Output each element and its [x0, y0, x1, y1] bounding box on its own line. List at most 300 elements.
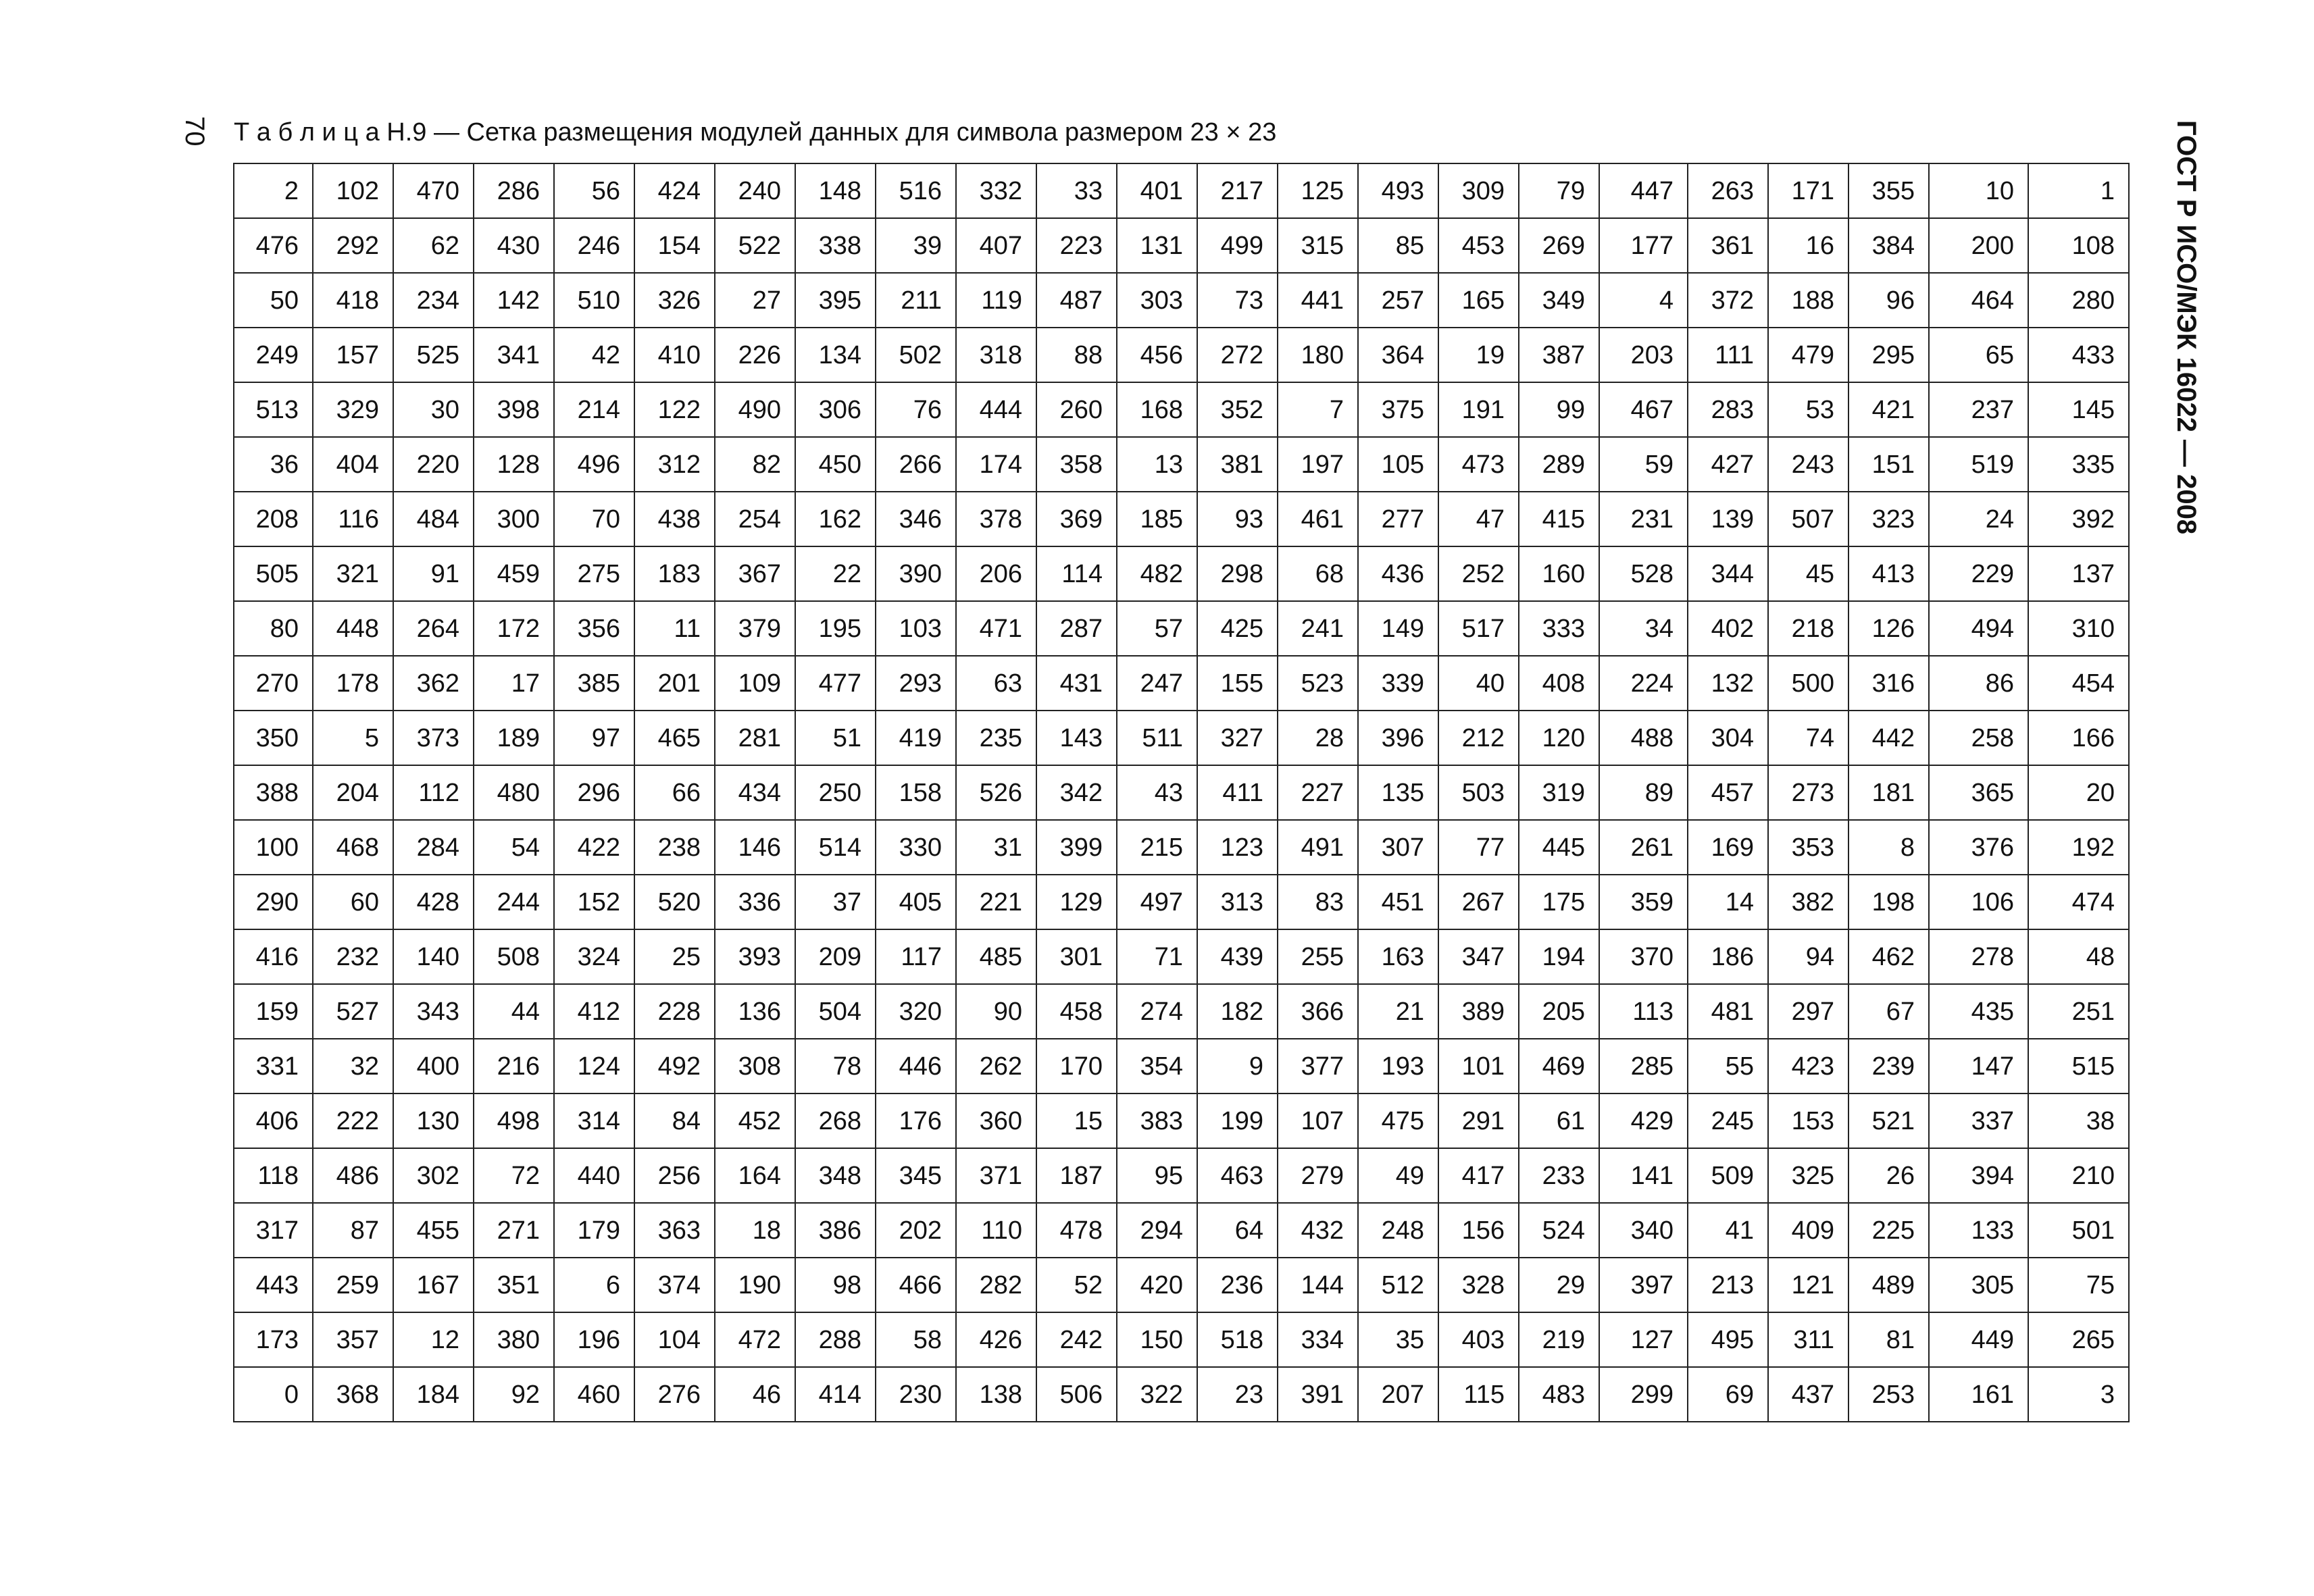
table-cell: 459 [474, 546, 554, 601]
table-cell: 380 [474, 1312, 554, 1367]
table-cell: 408 [1519, 656, 1599, 711]
table-cell: 457 [1688, 765, 1768, 820]
table-cell: 409 [1768, 1203, 1848, 1258]
table-cell: 277 [1358, 492, 1438, 546]
table-cell: 106 [1929, 875, 2028, 929]
table-cell: 80 [234, 601, 313, 656]
table-cell: 86 [1929, 656, 2028, 711]
table-cell: 156 [1438, 1203, 1519, 1258]
table-cell: 369 [1036, 492, 1117, 546]
table-cell: 92 [474, 1367, 554, 1422]
table-cell: 504 [795, 984, 876, 1039]
table-cell: 257 [1358, 273, 1438, 328]
table-cell: 290 [234, 875, 313, 929]
table-cell: 50 [234, 273, 313, 328]
table-cell: 2 [234, 163, 313, 218]
table-cell: 160 [1519, 546, 1599, 601]
table-cell: 261 [1599, 820, 1688, 875]
table-cell: 109 [715, 656, 795, 711]
table-cell: 59 [1599, 437, 1688, 492]
table-cell: 135 [1358, 765, 1438, 820]
table-cell: 315 [1278, 218, 1358, 273]
table-cell: 413 [1848, 546, 1929, 601]
table-cell: 202 [876, 1203, 956, 1258]
table-cell: 499 [1197, 218, 1278, 273]
table-cell: 151 [1848, 437, 1929, 492]
table-cell: 46 [715, 1367, 795, 1422]
table-cell: 318 [956, 328, 1036, 382]
table-cell: 40 [1438, 656, 1519, 711]
table-cell: 292 [313, 218, 393, 273]
table-cell: 316 [1848, 656, 1929, 711]
table-cell: 321 [313, 546, 393, 601]
table-cell: 470 [393, 163, 474, 218]
table-cell: 65 [1929, 328, 2028, 382]
table-cell: 221 [956, 875, 1036, 929]
table-cell: 87 [313, 1203, 393, 1258]
table-cell: 43 [1117, 765, 1197, 820]
table-cell: 310 [2028, 601, 2129, 656]
table-cell: 319 [1519, 765, 1599, 820]
table-cell: 120 [1519, 711, 1599, 765]
table-cell: 346 [876, 492, 956, 546]
table-cell: 373 [393, 711, 474, 765]
table-cell: 131 [1117, 218, 1197, 273]
table-cell: 30 [393, 382, 474, 437]
table-cell: 123 [1197, 820, 1278, 875]
table-cell: 363 [634, 1203, 715, 1258]
table-cell: 252 [1438, 546, 1519, 601]
table-cell: 14 [1688, 875, 1768, 929]
table-cell: 244 [474, 875, 554, 929]
table-cell: 266 [876, 437, 956, 492]
table-cell: 200 [1929, 218, 2028, 273]
table-cell: 48 [2028, 929, 2129, 984]
table-row [234, 1312, 2129, 1367]
table-cell: 431 [1036, 656, 1117, 711]
table-cell: 525 [393, 328, 474, 382]
table-cell: 206 [956, 546, 1036, 601]
table-cell: 296 [554, 765, 634, 820]
table-cell: 211 [876, 273, 956, 328]
table-cell: 163 [1358, 929, 1438, 984]
table-cell: 362 [393, 656, 474, 711]
table-cell: 406 [234, 1093, 313, 1148]
table-cell: 236 [1197, 1258, 1278, 1312]
table-cell: 189 [474, 711, 554, 765]
table-cell: 272 [1197, 328, 1278, 382]
table-cell: 352 [1197, 382, 1278, 437]
table-cell: 426 [956, 1312, 1036, 1367]
table-cell: 501 [2028, 1203, 2129, 1258]
table-cell: 185 [1117, 492, 1197, 546]
table-cell: 111 [1688, 328, 1768, 382]
table-cell: 508 [474, 929, 554, 984]
table-cell: 403 [1438, 1312, 1519, 1367]
table-cell: 71 [1117, 929, 1197, 984]
table-cell: 201 [634, 656, 715, 711]
table-cell: 173 [234, 1312, 313, 1367]
table-cell: 226 [715, 328, 795, 382]
table-cell: 81 [1848, 1312, 1929, 1367]
table-cell: 520 [634, 875, 715, 929]
table-cell: 233 [1519, 1148, 1599, 1203]
table-cell: 188 [1768, 273, 1848, 328]
table-cell: 215 [1117, 820, 1197, 875]
table-cell: 79 [1519, 163, 1599, 218]
table-cell: 305 [1929, 1258, 2028, 1312]
table-cell: 4 [1599, 273, 1688, 328]
table-cell: 440 [554, 1148, 634, 1203]
table-cell: 506 [1036, 1367, 1117, 1422]
table-cell: 429 [1599, 1093, 1688, 1148]
table-cell: 405 [876, 875, 956, 929]
table-caption: Т а б л и ц а Н.9 — Сетка размещения модулей данных для символа размером 23 × 23 [234, 118, 1277, 147]
table-cell: 391 [1278, 1367, 1358, 1422]
table-cell: 219 [1519, 1312, 1599, 1367]
table-cell: 251 [2028, 984, 2129, 1039]
table-cell: 104 [634, 1312, 715, 1367]
table-cell: 368 [313, 1367, 393, 1422]
table-cell: 397 [1599, 1258, 1688, 1312]
table-cell: 302 [393, 1148, 474, 1203]
table-cell: 473 [1438, 437, 1519, 492]
table-cell: 474 [2028, 875, 2129, 929]
table-cell: 285 [1599, 1039, 1688, 1093]
table-cell: 69 [1688, 1367, 1768, 1422]
table-cell: 490 [715, 382, 795, 437]
table-cell: 197 [1278, 437, 1358, 492]
table-cell: 424 [634, 163, 715, 218]
table-cell: 293 [876, 656, 956, 711]
table-cell: 428 [393, 875, 474, 929]
table-cell: 100 [234, 820, 313, 875]
table-cell: 425 [1197, 601, 1278, 656]
table-cell: 287 [1036, 601, 1117, 656]
table-cell: 171 [1768, 163, 1848, 218]
table-cell: 436 [1358, 546, 1438, 601]
table-cell: 454 [2028, 656, 2129, 711]
table-cell: 337 [1929, 1093, 2028, 1148]
table-cell: 366 [1278, 984, 1358, 1039]
table-cell: 485 [956, 929, 1036, 984]
table-cell: 443 [234, 1258, 313, 1312]
table-cell: 114 [1036, 546, 1117, 601]
table-cell: 78 [795, 1039, 876, 1093]
table-cell: 365 [1929, 765, 2028, 820]
table-cell: 15 [1036, 1093, 1117, 1148]
table-cell: 33 [1036, 163, 1117, 218]
table-cell: 184 [393, 1367, 474, 1422]
table-cell: 138 [956, 1367, 1036, 1422]
table-cell: 150 [1117, 1312, 1197, 1367]
table-cell: 386 [795, 1203, 876, 1258]
table-row [234, 546, 2129, 601]
table-cell: 53 [1768, 382, 1848, 437]
table-cell: 124 [554, 1039, 634, 1093]
table-cell: 7 [1278, 382, 1358, 437]
table-cell: 377 [1278, 1039, 1358, 1093]
table-cell: 372 [1688, 273, 1768, 328]
table-cell: 309 [1438, 163, 1519, 218]
placement-grid-body [234, 163, 2129, 1422]
table-cell: 158 [876, 765, 956, 820]
table-cell: 51 [795, 711, 876, 765]
table-cell: 487 [1036, 273, 1117, 328]
table-cell: 344 [1688, 546, 1768, 601]
table-cell: 101 [1438, 1039, 1519, 1093]
table-cell: 167 [393, 1258, 474, 1312]
table-cell: 112 [393, 765, 474, 820]
table-cell: 364 [1358, 328, 1438, 382]
table-cell: 259 [313, 1258, 393, 1312]
table-cell: 500 [1768, 656, 1848, 711]
table-cell: 246 [554, 218, 634, 273]
table-cell: 130 [393, 1093, 474, 1148]
table-cell: 522 [715, 218, 795, 273]
table-cell: 269 [1519, 218, 1599, 273]
table-cell: 441 [1278, 273, 1358, 328]
table-cell: 401 [1117, 163, 1197, 218]
table-cell: 119 [956, 273, 1036, 328]
table-cell: 437 [1768, 1367, 1848, 1422]
table-cell: 27 [715, 273, 795, 328]
table-cell: 515 [2028, 1039, 2129, 1093]
table-cell: 392 [2028, 492, 2129, 546]
table-cell: 241 [1278, 601, 1358, 656]
table-cell: 343 [393, 984, 474, 1039]
table-cell: 384 [1848, 218, 1929, 273]
table-cell: 484 [393, 492, 474, 546]
table-cell: 193 [1358, 1039, 1438, 1093]
table-cell: 10 [1929, 163, 2028, 218]
table-cell: 253 [1848, 1367, 1929, 1422]
table-cell: 387 [1519, 328, 1599, 382]
table-cell: 242 [1036, 1312, 1117, 1367]
table-cell: 199 [1197, 1093, 1278, 1148]
table-cell: 195 [795, 601, 876, 656]
table-cell: 341 [474, 328, 554, 382]
table-cell: 333 [1519, 601, 1599, 656]
table-cell: 68 [1278, 546, 1358, 601]
table-cell: 295 [1848, 328, 1929, 382]
table-cell: 395 [795, 273, 876, 328]
table-cell: 26 [1848, 1148, 1929, 1203]
table-cell: 224 [1599, 656, 1688, 711]
table-cell: 125 [1278, 163, 1358, 218]
table-cell: 74 [1768, 711, 1848, 765]
table-cell: 141 [1599, 1148, 1688, 1203]
table-cell: 509 [1688, 1148, 1768, 1203]
table-cell: 218 [1768, 601, 1848, 656]
table-cell: 518 [1197, 1312, 1278, 1367]
table-cell: 332 [956, 163, 1036, 218]
table-cell: 196 [554, 1312, 634, 1367]
table-cell: 155 [1197, 656, 1278, 711]
table-row [234, 382, 2129, 437]
table-cell: 194 [1519, 929, 1599, 984]
table-row [234, 601, 2129, 656]
table-cell: 357 [313, 1312, 393, 1367]
table-cell: 152 [554, 875, 634, 929]
table-cell: 98 [795, 1258, 876, 1312]
table-row [234, 163, 2129, 218]
table-cell: 420 [1117, 1258, 1197, 1312]
table-cell: 76 [876, 382, 956, 437]
table-cell: 1 [2028, 163, 2129, 218]
table-cell: 271 [474, 1203, 554, 1258]
table-cell: 227 [1278, 765, 1358, 820]
table-cell: 207 [1358, 1367, 1438, 1422]
table-cell: 468 [313, 820, 393, 875]
table-cell: 376 [1929, 820, 2028, 875]
table-cell: 283 [1688, 382, 1768, 437]
table-cell: 169 [1688, 820, 1768, 875]
table-cell: 498 [474, 1093, 554, 1148]
table-row [234, 1367, 2129, 1422]
table-cell: 442 [1848, 711, 1929, 765]
table-cell: 286 [474, 163, 554, 218]
table-cell: 374 [634, 1258, 715, 1312]
table-cell: 450 [795, 437, 876, 492]
table-cell: 147 [1929, 1039, 2028, 1093]
table-cell: 329 [313, 382, 393, 437]
table-cell: 95 [1117, 1148, 1197, 1203]
table-cell: 371 [956, 1148, 1036, 1203]
table-cell: 164 [715, 1148, 795, 1203]
table-cell: 455 [393, 1203, 474, 1258]
table-cell: 230 [876, 1367, 956, 1422]
table-cell: 421 [1848, 382, 1929, 437]
table-cell: 38 [2028, 1093, 2129, 1148]
table-cell: 145 [2028, 382, 2129, 437]
table-cell: 62 [393, 218, 474, 273]
table-cell: 180 [1278, 328, 1358, 382]
table-cell: 140 [393, 929, 474, 984]
table-cell: 35 [1358, 1312, 1438, 1367]
table-cell: 416 [234, 929, 313, 984]
table-cell: 157 [313, 328, 393, 382]
table-cell: 449 [1929, 1312, 2028, 1367]
table-cell: 503 [1438, 765, 1519, 820]
table-cell: 139 [1688, 492, 1768, 546]
table-cell: 526 [956, 765, 1036, 820]
table-cell: 210 [2028, 1148, 2129, 1203]
table-cell: 223 [1036, 218, 1117, 273]
table-cell: 214 [554, 382, 634, 437]
table-row [234, 218, 2129, 273]
table-cell: 146 [715, 820, 795, 875]
table-cell: 127 [1599, 1312, 1688, 1367]
table-cell: 267 [1438, 875, 1519, 929]
table-cell: 478 [1036, 1203, 1117, 1258]
table-cell: 107 [1278, 1093, 1358, 1148]
table-cell: 148 [795, 163, 876, 218]
table-cell: 462 [1848, 929, 1929, 984]
table-cell: 63 [956, 656, 1036, 711]
table-cell: 168 [1117, 382, 1197, 437]
table-cell: 179 [554, 1203, 634, 1258]
table-cell: 479 [1768, 328, 1848, 382]
table-cell: 303 [1117, 273, 1197, 328]
table-cell: 379 [715, 601, 795, 656]
table-cell: 495 [1688, 1312, 1768, 1367]
table-cell: 31 [956, 820, 1036, 875]
table-cell: 276 [634, 1367, 715, 1422]
table-cell: 49 [1358, 1148, 1438, 1203]
table-cell: 22 [795, 546, 876, 601]
table-cell: 137 [2028, 546, 2129, 601]
table-cell: 149 [1358, 601, 1438, 656]
table-cell: 404 [313, 437, 393, 492]
table-cell: 496 [554, 437, 634, 492]
table-cell: 260 [1036, 382, 1117, 437]
table-cell: 528 [1599, 546, 1688, 601]
table-cell: 355 [1848, 163, 1929, 218]
table-cell: 418 [313, 273, 393, 328]
table-cell: 475 [1358, 1093, 1438, 1148]
table-cell: 73 [1197, 273, 1278, 328]
table-cell: 415 [1519, 492, 1599, 546]
table-cell: 105 [1358, 437, 1438, 492]
table-cell: 174 [956, 437, 1036, 492]
table-cell: 176 [876, 1093, 956, 1148]
table-cell: 237 [1929, 382, 2028, 437]
table-cell: 52 [1036, 1258, 1117, 1312]
table-cell: 320 [876, 984, 956, 1039]
table-cell: 353 [1768, 820, 1848, 875]
table-cell: 265 [2028, 1312, 2129, 1367]
table-cell: 247 [1117, 656, 1197, 711]
table-cell: 400 [393, 1039, 474, 1093]
table-cell: 239 [1848, 1039, 1929, 1093]
table-cell: 264 [393, 601, 474, 656]
table-row [234, 929, 2129, 984]
table-cell: 347 [1438, 929, 1519, 984]
table-cell: 172 [474, 601, 554, 656]
table-cell: 306 [795, 382, 876, 437]
table-cell: 11 [634, 601, 715, 656]
table-row [234, 1039, 2129, 1093]
table-row [234, 437, 2129, 492]
table-cell: 24 [1929, 492, 2028, 546]
table-cell: 298 [1197, 546, 1278, 601]
table-cell: 34 [1599, 601, 1688, 656]
table-cell: 220 [393, 437, 474, 492]
table-cell: 203 [1599, 328, 1688, 382]
table-cell: 331 [234, 1039, 313, 1093]
table-cell: 165 [1438, 273, 1519, 328]
table-cell: 466 [876, 1258, 956, 1312]
table-cell: 294 [1117, 1203, 1197, 1258]
table-cell: 66 [634, 765, 715, 820]
table-cell: 469 [1519, 1039, 1599, 1093]
table-cell: 75 [2028, 1258, 2129, 1312]
table-cell: 385 [554, 656, 634, 711]
table-cell: 275 [554, 546, 634, 601]
table-cell: 32 [313, 1039, 393, 1093]
table-cell: 288 [795, 1312, 876, 1367]
table-cell: 336 [715, 875, 795, 929]
table-cell: 335 [2028, 437, 2129, 492]
table-cell: 439 [1197, 929, 1278, 984]
table-cell: 89 [1599, 765, 1688, 820]
table-row [234, 765, 2129, 820]
table-cell: 297 [1768, 984, 1848, 1039]
table-cell: 235 [956, 711, 1036, 765]
table-cell: 433 [2028, 328, 2129, 382]
table-cell: 254 [715, 492, 795, 546]
